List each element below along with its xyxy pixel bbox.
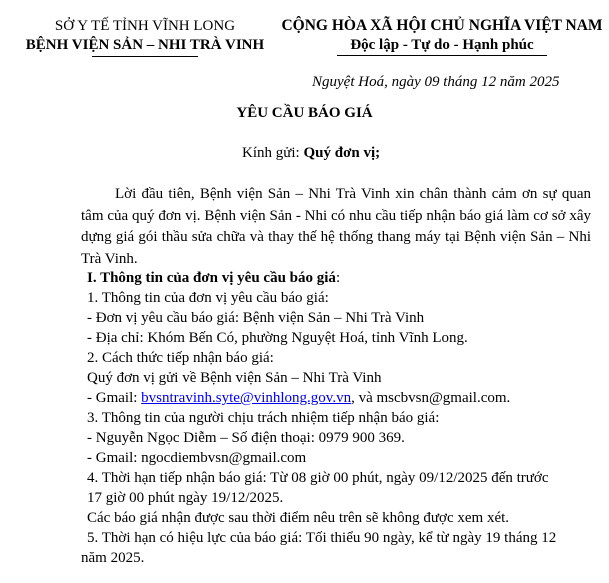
send-to-line: Quý đơn vị gửi về Bệnh viện Sản – Nhi Trà Vinh (87, 370, 382, 386)
section-heading-text: I. Thông tin của đơn vị yêu cầu báo giá (87, 270, 336, 286)
gmail-suffix: , và mscbvsn@gmail.com. (351, 390, 511, 406)
section-heading (87, 268, 340, 288)
item4-line1: 4. Thời hạn tiếp nhận báo giá: Từ 08 giờ 00 phút, ngày 09/12/2025 đến trước (87, 470, 549, 486)
item3-title: 3. Thông tin của người chịu trách nhiệm tiếp nhận báo giá: (87, 410, 440, 426)
hospital-underline (92, 56, 198, 57)
greeting-prefix: Kính gửi: (242, 145, 304, 161)
agency-name: SỞ Y TẾ TỈNH VĨNH LONG (54, 18, 236, 34)
date-line: Nguyệt Hoá, ngày 09 tháng 12 năm 2025 (312, 74, 560, 90)
item1-title: 1. Thông tin của đơn vị yêu cầu báo giá: (87, 290, 329, 306)
item5-line2: năm 2025. (81, 550, 145, 566)
unit-line: - Đơn vị yêu cầu báo giá: Bệnh viện Sản – Nhi Trà Vinh (87, 310, 425, 326)
section-heading-colon: : (335, 270, 341, 286)
nation-title: CỘNG HÒA XÃ HỘI CHỦ NGHĨA VIỆT NAM (281, 17, 603, 34)
contact-line: - Nguyễn Ngọc Diễm – Số điện thoại: 0979 900 369. (87, 430, 405, 446)
contact-gmail: - Gmail: ngocdiembvsn@gmail.com (87, 450, 307, 466)
gmail-link[interactable]: bvsntravinh.syte@vinhlong.gov.vn (141, 390, 352, 406)
greeting (242, 144, 380, 162)
intro-paragraph: Lời đầu tiên, Bệnh viện Sản – Nhi Trà Vinh xin chân thành cảm ơn sự quan tâm của quý đơn vị. Bệnh viện Sản - Nhi có nhu cầu tiếp nhận báo giá làm cơ sở xây dựng giá gói thầu sửa chữa và thay thế hệ thống thang máy tại Bệnh viện Sản – Nhi Trà Vinh. (81, 186, 591, 267)
motto: Độc lập - Tự do - Hạnh phúc (350, 37, 534, 53)
motto-underline (337, 55, 547, 56)
hospital-name: BỆNH VIỆN SẢN – NHI TRÀ VINH (25, 37, 265, 53)
gmail-line (87, 388, 510, 408)
gmail-prefix: - Gmail: (87, 390, 142, 406)
item2-title: 2. Cách thức tiếp nhận báo giá: (87, 350, 274, 366)
late-note: Các báo giá nhận được sau thời điểm nêu trên sẽ không được xem xét. (87, 510, 510, 526)
item5-line1: 5. Thời hạn có hiệu lực của báo giá: Tối thiểu 90 ngày, kể từ ngày 19 tháng 12 (87, 530, 557, 546)
document-title: YÊU CẦU BÁO GIÁ (236, 105, 373, 121)
item4-line2: 17 giờ 00 phút ngày 19/12/2025. (87, 490, 284, 506)
address-line: - Địa chỉ: Khóm Bến Có, phường Nguyệt Hoá, tỉnh Vĩnh Long. (87, 330, 468, 346)
greeting-recipient: Quý đơn vị; (303, 145, 381, 161)
